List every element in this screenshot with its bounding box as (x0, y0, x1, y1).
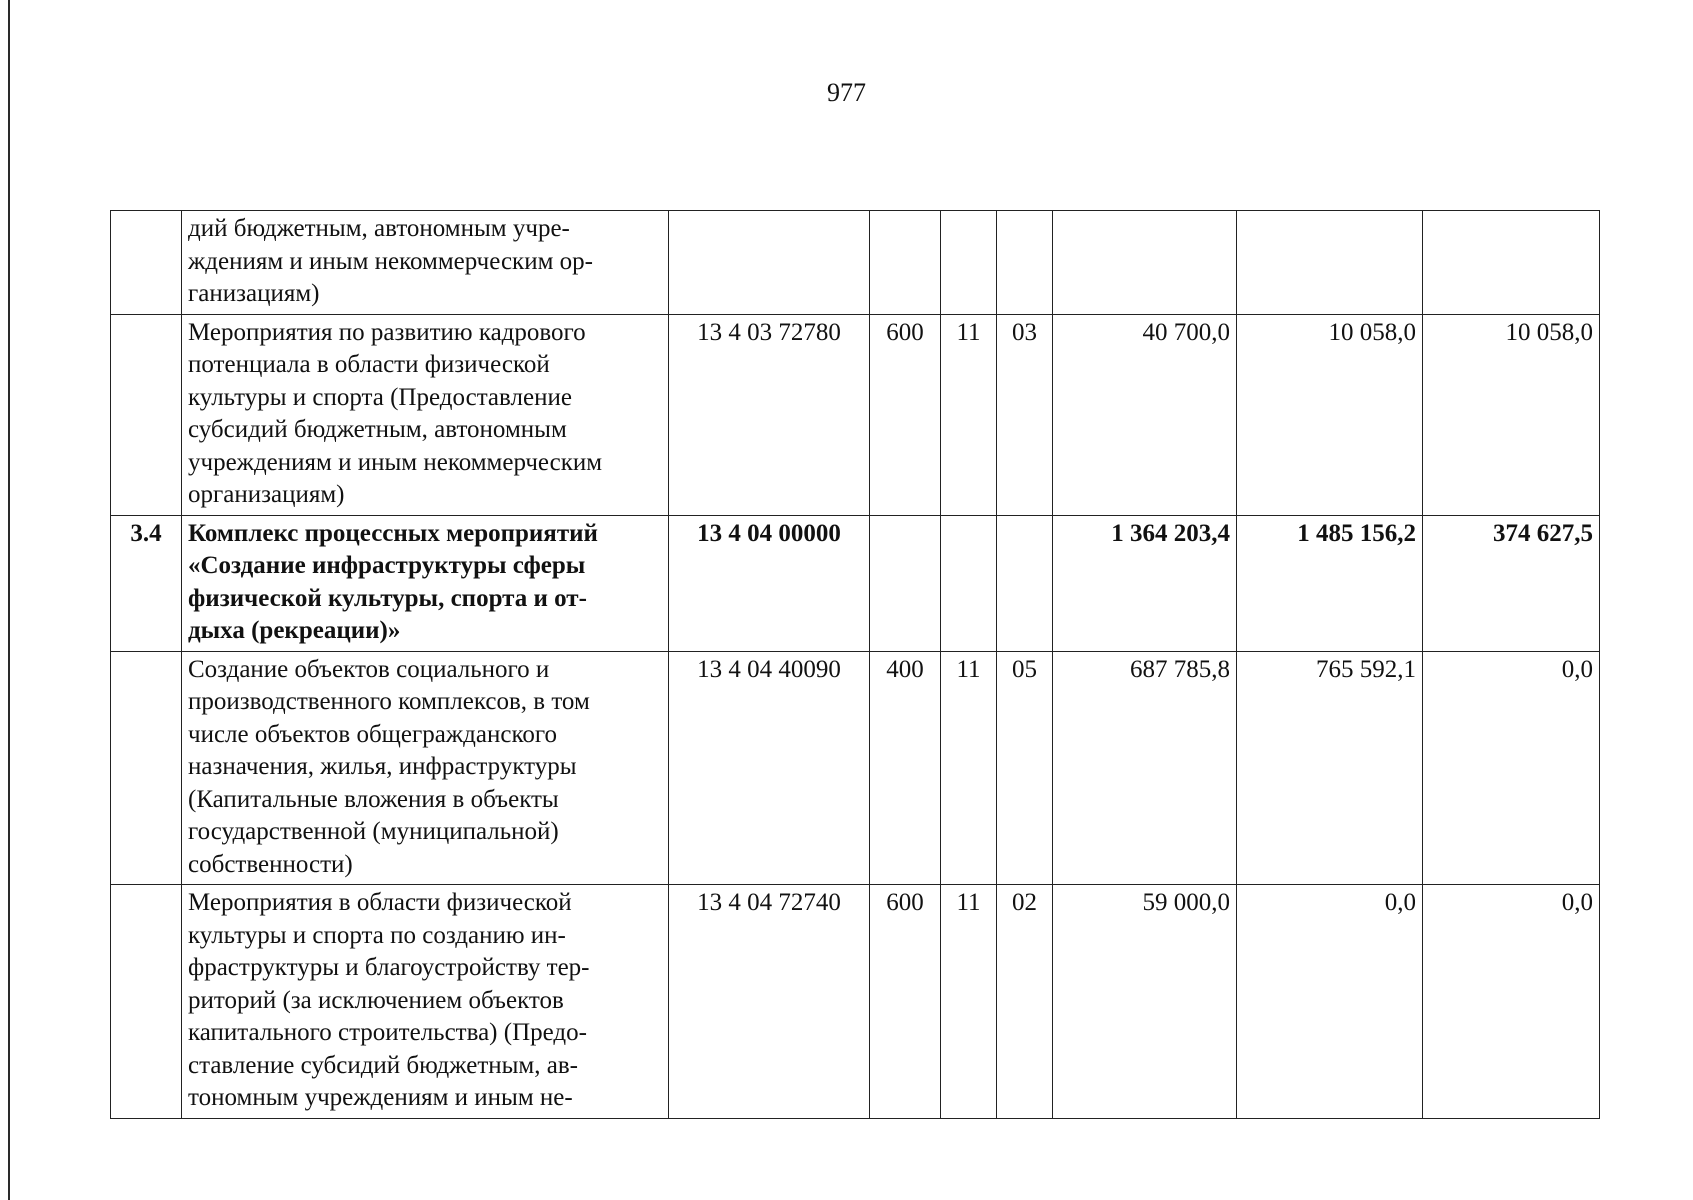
table-row (111, 885, 1600, 1119)
expense-type-cell: 400 (870, 651, 941, 885)
budget-table (110, 210, 1600, 1119)
amount-year2-cell: 0,0 (1237, 885, 1423, 1119)
row-name-cell: Мероприятия по развитию кадрового потенциала в области физической культуры и спорта (Предоставление субсидий бюджетным, автономным учреждениям и иным некоммерческим организациям) (182, 314, 669, 515)
section-cell: 11 (941, 651, 997, 885)
amount-year1-cell: 687 785,8 (1053, 651, 1237, 885)
section-cell (941, 515, 997, 651)
expense-type-cell (870, 211, 941, 315)
target-code-cell: 13 4 04 72740 (669, 885, 870, 1119)
row-number-cell: 3.4 (111, 515, 182, 651)
subsection-cell (997, 515, 1053, 651)
row-number-cell (111, 314, 182, 515)
amount-year2-cell: 10 058,0 (1237, 314, 1423, 515)
amount-year3-cell: 0,0 (1423, 885, 1600, 1119)
table-body (111, 211, 1600, 1119)
amount-year1-cell (1053, 211, 1237, 315)
row-name-cell: дий бюджетным, автономным учре- ждениям и иным некоммерческим ор- ганизациям) (182, 211, 669, 315)
row-number-cell (111, 885, 182, 1119)
amount-year2-cell: 765 592,1 (1237, 651, 1423, 885)
target-code-cell: 13 4 03 72780 (669, 314, 870, 515)
amount-year3-cell: 10 058,0 (1423, 314, 1600, 515)
row-number-cell (111, 651, 182, 885)
row-number-cell (111, 211, 182, 315)
row-name-cell: Комплекс процессных мероприятий «Создание инфраструктуры сферы физической культуры, спорта и от- дыха (рекреации)» (182, 515, 669, 651)
left-margin-line (8, 0, 10, 1200)
expense-type-cell: 600 (870, 314, 941, 515)
subsection-cell: 03 (997, 314, 1053, 515)
amount-year1-cell: 40 700,0 (1053, 314, 1237, 515)
subsection-cell: 05 (997, 651, 1053, 885)
table-row (111, 515, 1600, 651)
section-cell (941, 211, 997, 315)
row-name-cell: Создание объектов социального и производственного комплексов, в том числе объектов общегражданского назначения, жилья, инфраструктуры (Капитальные вложения в объекты государственной (муниципальной) собственности) (182, 651, 669, 885)
table-row (111, 211, 1600, 315)
amount-year3-cell: 0,0 (1423, 651, 1600, 885)
row-name-cell: Мероприятия в области физической культуры и спорта по созданию ин- фраструктуры и благоустройству тер- риторий (за исключением объектов капитального строительства) (Предо- ставление субсидий бюджетным, ав- тономным учреждениям и иным не- (182, 885, 669, 1119)
subsection-cell (997, 211, 1053, 315)
target-code-cell: 13 4 04 00000 (669, 515, 870, 651)
amount-year3-cell: 374 627,5 (1423, 515, 1600, 651)
amount-year2-cell (1237, 211, 1423, 315)
amount-year2-cell: 1 485 156,2 (1237, 515, 1423, 651)
amount-year3-cell (1423, 211, 1600, 315)
expense-type-cell: 600 (870, 885, 941, 1119)
table-row (111, 314, 1600, 515)
section-cell: 11 (941, 885, 997, 1119)
page-number: 977 (827, 78, 866, 107)
amount-year1-cell: 59 000,0 (1053, 885, 1237, 1119)
section-cell: 11 (941, 314, 997, 515)
expense-type-cell (870, 515, 941, 651)
table-row (111, 651, 1600, 885)
target-code-cell: 13 4 04 40090 (669, 651, 870, 885)
target-code-cell (669, 211, 870, 315)
subsection-cell: 02 (997, 885, 1053, 1119)
amount-year1-cell: 1 364 203,4 (1053, 515, 1237, 651)
